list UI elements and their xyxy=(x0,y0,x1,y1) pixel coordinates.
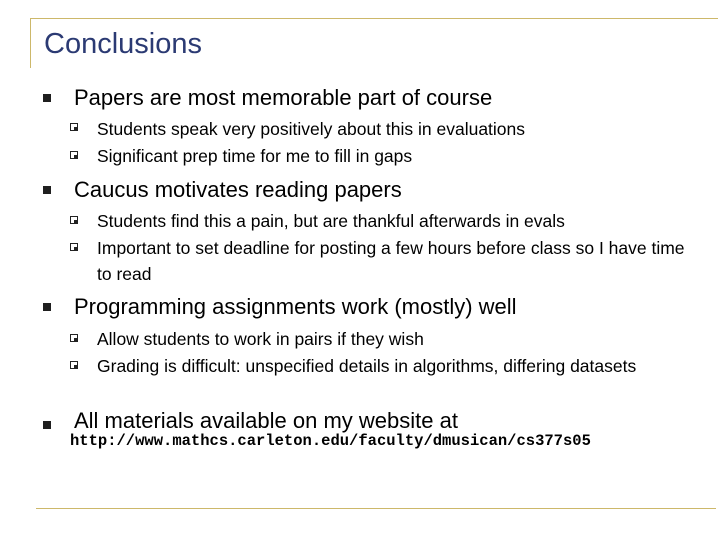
bullet-square-icon xyxy=(43,186,51,194)
subpoint-prep-time: Significant prep time for me to fill in gaps xyxy=(97,146,413,166)
sub-bullet-icon xyxy=(70,216,78,224)
frame-bottom-rule xyxy=(36,508,716,509)
subpoint-grading: Grading is difficult: unspecified details in algorithms, differing datasets xyxy=(97,356,637,376)
sub-bullet-icon xyxy=(70,243,78,251)
point-papers: Papers are most memorable part of course xyxy=(74,85,493,110)
frame-top-rule xyxy=(30,18,718,19)
bullet-square-icon xyxy=(43,94,51,102)
point-caucus: Caucus motivates reading papers xyxy=(74,177,402,202)
bullet-square-icon xyxy=(43,303,51,311)
bullet-square-icon xyxy=(43,421,51,429)
subpoint-deadline: Important to set deadline for posting a few hours before class so I have time to read xyxy=(97,238,685,284)
slide-title: Conclusions xyxy=(44,28,202,60)
point-materials: All materials available on my website at xyxy=(74,408,458,433)
subpoint-pairs: Allow students to work in pairs if they wish xyxy=(97,329,424,349)
subpoint-evaluations: Students speak very positively about this in evaluations xyxy=(97,119,526,139)
sub-bullet-icon xyxy=(70,334,78,342)
sub-bullet-icon xyxy=(70,123,78,131)
website-url: http://www.mathcs.carleton.edu/faculty/dmusican/cs377s05 xyxy=(70,432,591,450)
point-programming: Programming assignments work (mostly) well xyxy=(74,294,517,319)
sub-bullet-icon xyxy=(70,361,78,369)
frame-left-rule xyxy=(30,18,31,68)
sub-bullet-icon xyxy=(70,151,78,159)
subpoint-pain: Students find this a pain, but are thankful afterwards in evals xyxy=(97,211,565,231)
